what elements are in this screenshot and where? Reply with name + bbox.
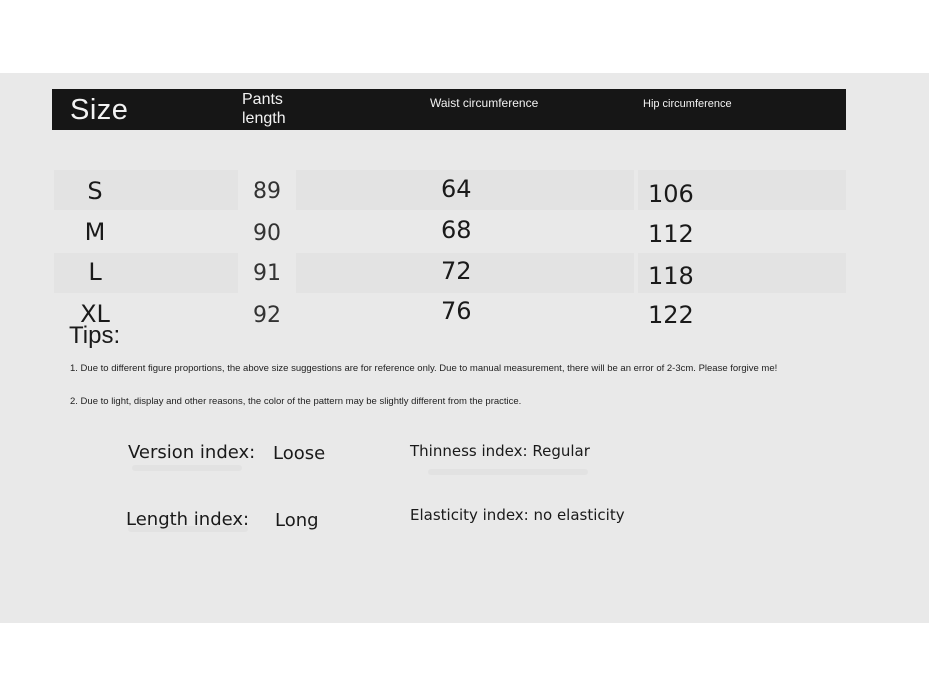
cell-size: S [87, 177, 103, 205]
thinness-index: Thinness index: Regular [410, 442, 590, 460]
cell-waist: 64 [441, 175, 472, 203]
cell-hip: 106 [648, 180, 694, 208]
size-table-header [52, 89, 846, 130]
version-index-value: Loose [273, 443, 326, 464]
cell-pants-length: 89 [253, 179, 281, 204]
header-size: Size [70, 94, 129, 126]
cell-size: M [84, 218, 106, 246]
cell-waist: 76 [441, 297, 472, 325]
table-row [0, 253, 929, 293]
cell-waist: 72 [441, 257, 472, 285]
cell-pants-length: 92 [253, 303, 281, 328]
cell-waist: 68 [441, 216, 472, 244]
header-pants-length: Pants length [242, 91, 286, 127]
elasticity-index: Elasticity index: no elasticity [410, 506, 625, 524]
length-index-label: Length index: [126, 509, 250, 530]
cell-pants-length: 91 [253, 261, 281, 286]
cell-hip: 118 [648, 262, 694, 290]
version-index-label: Version index: [128, 442, 256, 463]
cell-hip: 112 [648, 220, 694, 248]
size-chart-panel [0, 73, 929, 623]
tip-item: 1. Due to different figure proportions, the above size suggestions are for reference only. Due to manual measurement, there will be an error of 2-3cm. Please forgive me! [70, 363, 778, 374]
smudge-decoration [428, 469, 588, 475]
cell-size: XL [80, 300, 110, 328]
cell-hip: 122 [648, 301, 694, 329]
tip-item: 2. Due to light, display and other reasons, the color of the pattern may be slightly different from the practice. [70, 396, 522, 407]
smudge-decoration [132, 465, 242, 471]
length-index-value: Long [275, 510, 319, 531]
cell-pants-length: 90 [253, 221, 281, 246]
header-waist: Waist circumference [430, 96, 539, 110]
header-hip: Hip circumference [643, 98, 732, 110]
table-row [0, 170, 929, 210]
table-row [0, 294, 929, 334]
table-row [0, 211, 929, 251]
tips-title: Tips: [69, 322, 121, 349]
cell-size: L [88, 258, 102, 286]
